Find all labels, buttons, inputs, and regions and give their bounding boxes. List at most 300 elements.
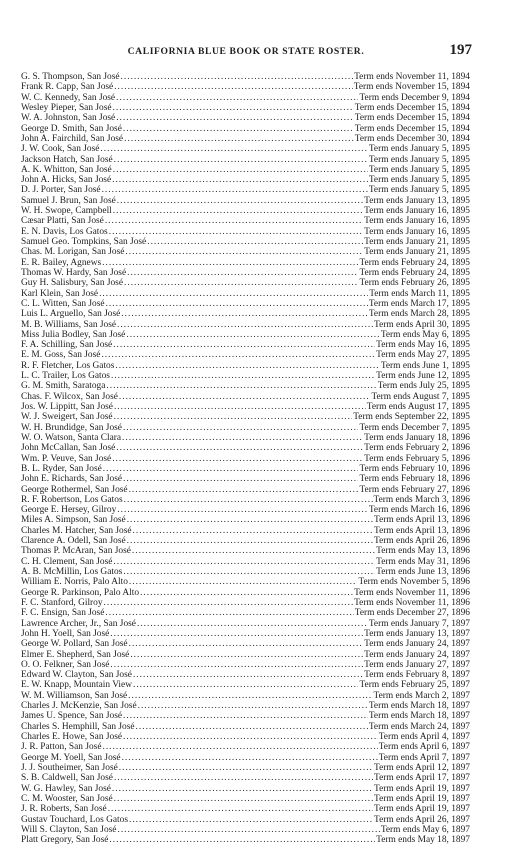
term-end: Term ends March 3, 1896	[373, 494, 470, 505]
roster-entry	[21, 773, 470, 783]
dot-leader	[114, 412, 353, 422]
term-end: Term ends April 30, 1895	[374, 319, 470, 330]
roster-entry	[21, 505, 470, 515]
roster-entry	[21, 175, 470, 185]
officer-name: C. L. Witten, San José	[21, 298, 105, 309]
dot-leader	[105, 608, 353, 618]
officer-name: John McCallan, San José	[21, 443, 116, 454]
dot-leader	[102, 185, 368, 195]
roster-entry	[21, 196, 470, 206]
dot-leader	[112, 454, 363, 464]
term-end: Term ends November 5, 1896	[358, 577, 470, 588]
roster-entry	[21, 433, 470, 443]
officer-name: George R. Parkinson, Palo Alto	[21, 587, 140, 598]
roster-entry	[21, 340, 470, 350]
dot-leader	[133, 526, 374, 536]
officer-name: Jos. W. Lippitt, San José	[21, 402, 113, 412]
term-end: Term ends January 7, 1897	[368, 618, 470, 629]
roster-entry	[21, 804, 470, 814]
officer-name: F. C. Stanford, Gilroy	[21, 597, 103, 608]
roster-entry	[21, 268, 470, 278]
roster-entry	[21, 701, 470, 711]
roster-entry	[21, 670, 470, 680]
roster-entry	[21, 185, 470, 195]
dot-leader	[125, 247, 363, 257]
roster-entry	[21, 598, 470, 608]
dot-leader	[100, 144, 367, 154]
roster-entry	[21, 784, 470, 794]
officer-name: W. G. Hawley, San José	[21, 783, 111, 794]
roster-entry	[21, 289, 470, 299]
roster-entry	[21, 299, 470, 309]
roster-entry	[21, 474, 470, 484]
officer-name: W. O. Watson, Santa Clara	[21, 432, 122, 443]
term-end: Term ends December 15, 1894	[354, 123, 470, 134]
officer-name: Charles J. McKenzie, San José	[21, 701, 137, 712]
dot-leader	[101, 350, 375, 360]
term-end: Term ends February 24, 1895	[359, 267, 470, 278]
officer-name: Clarence A. Odell, San José	[21, 536, 126, 547]
roster-entry	[21, 237, 470, 247]
term-end: Term ends September 22, 1895	[353, 412, 470, 423]
officer-name: Charles E. Howe, San José	[21, 732, 123, 742]
officer-name: James U. Spence, San José	[21, 711, 123, 722]
term-end: Term ends February 27, 1896	[359, 484, 470, 495]
dot-leader	[114, 82, 353, 92]
dot-leader	[124, 134, 354, 144]
running-head: CALIFORNIA BLUE BOOK OR STATE ROSTER.	[127, 46, 365, 57]
roster-entry	[21, 567, 470, 577]
dot-leader	[117, 320, 373, 330]
officer-name: J. R. Patton, San José	[21, 742, 102, 753]
officer-name: Karl Klein, San José	[21, 288, 99, 299]
term-end: Term ends December 27, 1896	[354, 608, 470, 619]
roster-entry	[21, 753, 470, 763]
roster-entry	[21, 443, 470, 453]
officer-name: E. R. Bailey, Agnews	[21, 257, 102, 268]
term-end: Term ends February 18, 1896	[359, 474, 470, 485]
roster-entry	[21, 629, 470, 639]
term-end: Term ends May 18, 1897	[376, 835, 470, 846]
dot-leader	[117, 505, 368, 515]
officer-name: E. N. Davis, Los Gatos	[21, 226, 108, 237]
officer-name: Samuel J. Brun, San José	[21, 195, 116, 206]
roster-entry	[21, 650, 470, 660]
roster-entry	[21, 577, 470, 587]
roster-entry	[21, 588, 470, 598]
term-end: Term ends February 2, 1896	[364, 443, 470, 454]
term-end: Term ends March 2, 1897	[373, 690, 470, 701]
roster-entry	[21, 835, 470, 845]
officer-name: Edward W. Clayton, San José	[21, 670, 132, 681]
dot-leader	[116, 113, 354, 123]
roster-entry	[21, 412, 470, 422]
term-end: Term ends January 5, 1895	[368, 175, 470, 186]
term-end: Term ends July 25, 1895	[377, 381, 470, 392]
dot-leader	[113, 557, 375, 567]
dot-leader	[123, 732, 378, 742]
dot-leader	[123, 423, 359, 433]
term-end: Term ends January 21, 1895	[364, 237, 470, 247]
roster-entry	[21, 794, 470, 804]
officer-name: J. W. Cook, San José	[21, 144, 100, 155]
term-end: Term ends June 1, 1895	[380, 360, 470, 371]
dot-leader	[121, 309, 368, 319]
dot-leader	[116, 93, 358, 103]
roster-entry	[21, 155, 470, 165]
term-end: Term ends January 5, 1895	[368, 154, 470, 165]
officer-name: John A. Fairchild, San José	[21, 133, 124, 144]
officer-name: W. M. Williamson, San José	[21, 690, 128, 701]
term-end: Term ends February 5, 1896	[364, 453, 470, 464]
roster-entry	[21, 825, 470, 835]
term-end: Term ends April 6, 1897	[378, 742, 470, 753]
dot-leader	[106, 299, 368, 309]
term-end: Term ends January 13, 1897	[364, 628, 470, 639]
officer-name: O. O. Felkner, San José	[21, 659, 110, 670]
dot-leader	[109, 835, 375, 845]
roster-entry	[21, 732, 470, 742]
officer-name: G. S. Thompson, San José	[21, 72, 120, 82]
roster-entry	[21, 165, 470, 175]
officer-name: Cæsar Platti, San José	[21, 216, 104, 227]
term-end: Term ends December 7, 1895	[359, 422, 470, 433]
term-end: Term ends April 19, 1897	[374, 783, 470, 794]
officer-name: S. B. Caldwell, San José	[21, 773, 113, 784]
dot-leader	[119, 763, 373, 773]
term-end: Term ends March 18, 1897	[368, 701, 470, 712]
dot-leader	[127, 268, 358, 278]
officer-name: R. F. Robertson, Los Gatos	[21, 494, 123, 505]
dot-leader	[129, 577, 358, 587]
officer-name: A. K. Whitton, San José	[21, 164, 112, 175]
officer-name: C. H. Clement, San José	[21, 556, 113, 567]
dot-leader	[114, 773, 373, 783]
term-end: Term ends December 15, 1894	[354, 102, 470, 113]
dot-leader	[113, 103, 354, 113]
officer-name: George E. Hersey, Gilroy	[21, 505, 117, 516]
term-end: Term ends January 24, 1897	[364, 639, 470, 650]
officer-name: G. M. Smith, Saratoga	[21, 381, 106, 392]
officer-name: Elmer E. Shepherd, San José	[21, 649, 130, 660]
dot-leader	[126, 330, 379, 340]
officer-name: John A. Hicks, San José	[21, 175, 112, 186]
term-end: Term ends March 17, 1895	[368, 298, 470, 309]
dot-leader	[103, 464, 359, 474]
term-end: Term ends November 11, 1894	[354, 72, 470, 82]
dot-leader	[133, 680, 358, 690]
officer-name: Miles A. Simpson, San José	[21, 515, 126, 526]
term-end: Term ends February 10, 1896	[359, 463, 470, 474]
officer-name: George Rothermel, San José	[21, 484, 128, 495]
term-end: Term ends May 13, 1896	[376, 546, 470, 557]
roster-entry	[21, 309, 470, 319]
dot-leader	[112, 784, 373, 794]
term-end: Term ends June 12, 1895	[376, 371, 470, 382]
term-end: Term ends January 21, 1895	[364, 247, 470, 258]
roster-entry	[21, 258, 470, 268]
roster-entry	[21, 608, 470, 618]
dot-leader	[129, 639, 364, 649]
officer-name: Lawrence Archer, Jr., San José	[21, 618, 136, 629]
officer-name: M. B. Williams, San José	[21, 319, 117, 330]
officer-name: R. F. Fletcher, Los Gatos	[21, 360, 115, 371]
roster-entry	[21, 815, 470, 825]
term-end: Term ends May 27, 1895	[376, 350, 470, 361]
officer-name: Charles M. Hatcher, San José	[21, 525, 132, 536]
roster-entry	[21, 113, 470, 123]
term-end: Term ends May 6, 1895	[380, 329, 470, 340]
term-end: Term ends May 16, 1895	[376, 340, 470, 351]
officer-name: Wesley Pieper, San José	[21, 102, 112, 113]
term-end: Term ends December 30, 1894	[354, 133, 470, 144]
roster-entry	[21, 350, 470, 360]
officer-name: John H. Yoell, San José	[21, 628, 110, 639]
dot-leader	[123, 474, 358, 484]
dot-leader	[119, 392, 371, 402]
roster-entry	[21, 402, 470, 412]
term-end: Term ends April 13, 1896	[374, 515, 470, 526]
term-end: Term ends April 4, 1897	[378, 732, 470, 742]
officer-name: William E. Norris, Palo Alto	[21, 577, 128, 588]
dot-leader	[127, 515, 373, 525]
officer-name: Chas. F. Wilcox, San José	[21, 391, 118, 402]
officer-name: Thomas P. McAran, San José	[21, 546, 131, 557]
dot-leader	[129, 815, 373, 825]
officer-name: D. J. Porter, San José	[21, 185, 101, 196]
roster-entry	[21, 619, 470, 629]
officer-name: B. L. Ryder, San José	[21, 463, 102, 474]
dot-leader	[114, 155, 368, 165]
dot-leader	[129, 485, 359, 495]
officer-name: F. A. Schilling, San José	[21, 340, 113, 351]
term-end: Term ends June 13, 1896	[376, 567, 470, 577]
roster-entry	[21, 515, 470, 525]
dot-leader	[113, 165, 368, 175]
roster-entry	[21, 526, 470, 536]
dot-leader	[114, 402, 366, 412]
term-end: Term ends February 26, 1895	[359, 278, 470, 289]
roster-entry	[21, 722, 470, 732]
officer-name: Luis L. Arguello, San José	[21, 309, 121, 320]
dot-leader	[109, 227, 363, 237]
officer-name: C. M. Wooster, San José	[21, 793, 113, 804]
term-end: Term ends February 25, 1897	[359, 680, 470, 691]
term-end: Term ends August 17, 1895	[366, 402, 470, 412]
roster-entry	[21, 464, 470, 474]
term-end: Term ends January 24, 1897	[364, 649, 470, 660]
dot-leader	[102, 258, 358, 268]
roster-entry	[21, 371, 470, 381]
officer-name: A. B. McMillin, Los Gatos	[21, 567, 123, 577]
page-number: 197	[449, 42, 472, 58]
term-end: Term ends January 16, 1895	[364, 226, 470, 237]
dot-leader	[147, 237, 363, 247]
dot-leader	[122, 433, 363, 443]
roster-entry	[21, 660, 470, 670]
dot-leader	[128, 691, 372, 701]
officer-name: George M. Yoell, San José	[21, 752, 121, 763]
term-end: Term ends November 11, 1896	[354, 597, 470, 608]
officer-name: Platt Gregory, San José	[21, 835, 109, 846]
officer-name: E. M. Goss, San José	[21, 350, 101, 361]
term-end: Term ends December 15, 1894	[354, 113, 470, 124]
dot-leader	[124, 495, 373, 505]
term-end: Term ends January 5, 1895	[368, 144, 470, 155]
roster-entry	[21, 216, 470, 226]
officer-name: John E. Richards, San José	[21, 474, 123, 485]
term-end: Term ends May 6, 1897	[380, 824, 470, 835]
dot-leader	[113, 340, 375, 350]
officer-name: W. J. Sweigert, San José	[21, 412, 113, 423]
officer-name: Guy H. Salisbury, San José	[21, 278, 123, 289]
dot-leader	[123, 711, 368, 721]
term-end: Term ends January 5, 1895	[368, 164, 470, 175]
roster-entry	[21, 763, 470, 773]
dot-leader	[122, 753, 378, 763]
officer-name: Miss Julia Bodley, San José	[21, 329, 126, 340]
officer-name: Frank R. Capp, San José	[21, 82, 114, 93]
dot-leader	[123, 124, 354, 134]
term-end: Term ends March 28, 1895	[368, 309, 470, 320]
term-end: Term ends August 7, 1895	[371, 391, 470, 402]
roster-entry	[21, 124, 470, 134]
term-end: Term ends February 24, 1895	[359, 257, 470, 268]
dot-leader	[112, 175, 368, 185]
officer-name: W. H. Brundidge, San José	[21, 422, 122, 433]
dot-leader	[104, 598, 354, 608]
term-end: Term ends April 12, 1897	[374, 762, 470, 773]
roster-entry	[21, 392, 470, 402]
term-end: Term ends April 19, 1897	[374, 804, 470, 815]
dot-leader	[114, 794, 373, 804]
roster-entry	[21, 206, 470, 216]
dot-leader	[138, 701, 368, 711]
term-end: Term ends January 18, 1896	[364, 432, 470, 443]
roster-entry	[21, 320, 470, 330]
roster-entry	[21, 227, 470, 237]
officer-name: George W. Pollard, San José	[21, 639, 128, 650]
term-end: Term ends April 17, 1897	[374, 773, 470, 784]
roster-entry	[21, 536, 470, 546]
dot-leader	[132, 546, 375, 556]
roster-entry	[21, 423, 470, 433]
roster-entry	[21, 495, 470, 505]
term-end: Term ends April 26, 1896	[374, 536, 470, 547]
roster-entry	[21, 557, 470, 567]
dot-leader	[133, 670, 363, 680]
roster-list	[21, 72, 470, 845]
roster-entry	[21, 546, 470, 556]
dot-leader	[115, 361, 379, 371]
dot-leader	[116, 443, 363, 453]
roster-entry	[21, 72, 470, 82]
dot-leader	[121, 72, 354, 82]
roster-entry	[21, 711, 470, 721]
officer-name: Chas. M. Lorigan, San José	[21, 247, 125, 258]
term-end: Term ends March 16, 1896	[368, 505, 470, 516]
term-end: Term ends May 31, 1896	[376, 556, 470, 567]
roster-entry	[21, 361, 470, 371]
roster-entry	[21, 330, 470, 340]
dot-leader	[117, 196, 363, 206]
term-end: Term ends January 13, 1895	[364, 195, 470, 206]
roster-entry	[21, 247, 470, 257]
dot-leader	[117, 825, 379, 835]
officer-name: Gustav Touchard, Los Gatos	[21, 814, 128, 825]
term-end: Term ends November 11, 1896	[354, 587, 470, 598]
officer-name: George D. Smith, San José	[21, 123, 122, 134]
term-end: Term ends April 26, 1897	[374, 814, 470, 825]
officer-name: Samuel Geo. Tompkins, San José	[21, 237, 147, 247]
term-end: Term ends January 16, 1895	[364, 206, 470, 217]
roster-entry	[21, 691, 470, 701]
roster-entry	[21, 93, 470, 103]
dot-leader	[140, 588, 353, 598]
roster-entry	[21, 680, 470, 690]
officer-name: W. C. Kennedy, San José	[21, 92, 116, 103]
dot-leader	[105, 216, 363, 226]
roster-entry	[21, 485, 470, 495]
officer-name: Will S. Clayton, San José	[21, 824, 117, 835]
dot-leader	[123, 567, 375, 577]
officer-name: F. C. Ensign, San José	[21, 608, 105, 619]
roster-entry	[21, 278, 470, 288]
roster-entry	[21, 103, 470, 113]
dot-leader	[111, 371, 375, 381]
dot-leader	[137, 619, 368, 629]
term-end: Term ends April 19, 1897	[374, 793, 470, 804]
officer-name: Wm. P. Veuve, San José	[21, 453, 112, 464]
dot-leader	[130, 650, 363, 660]
officer-name: Charles S. Hemphill, San José	[21, 721, 135, 732]
officer-name: L. C. Trailer, Los Gatos	[21, 371, 110, 382]
dot-leader	[108, 804, 373, 814]
term-end: Term ends November 15, 1894	[353, 82, 470, 93]
roster-entry	[21, 454, 470, 464]
roster-entry	[21, 144, 470, 154]
officer-name: W. A. Johnston, San José	[21, 113, 116, 124]
officer-name: J. J. Southeimer, San José	[21, 762, 118, 773]
roster-entry	[21, 742, 470, 752]
term-end: Term ends January 27, 1897	[364, 659, 470, 670]
roster-entry	[21, 381, 470, 391]
officer-name: Thomas W. Hardy, San José	[21, 267, 127, 278]
term-end: Term ends April 13, 1896	[374, 525, 470, 536]
dot-leader	[106, 381, 376, 391]
dot-leader	[110, 660, 363, 670]
officer-name: W. H. Swope, Campbell	[21, 206, 112, 217]
term-end: Term ends April 7, 1897	[378, 752, 470, 763]
dot-leader	[136, 722, 368, 732]
officer-name: E. W. Knapp, Mountain View	[21, 680, 132, 691]
roster-entry	[21, 82, 470, 92]
roster-entry	[21, 639, 470, 649]
dot-leader	[110, 629, 363, 639]
dot-leader	[102, 742, 377, 752]
roster-entry	[21, 134, 470, 144]
term-end: Term ends January 16, 1895	[364, 216, 470, 227]
term-end: Term ends December 9, 1894	[359, 92, 470, 103]
term-end: Term ends March 11, 1895	[369, 288, 470, 299]
officer-name: Jackson Hatch, San José	[21, 154, 113, 165]
term-end: Term ends March 24, 1897	[368, 721, 470, 732]
term-end: Term ends February 8, 1897	[364, 670, 470, 681]
term-end: Term ends January 5, 1895	[368, 185, 470, 196]
dot-leader	[99, 289, 368, 299]
dot-leader	[124, 278, 358, 288]
page-header	[20, 42, 472, 63]
